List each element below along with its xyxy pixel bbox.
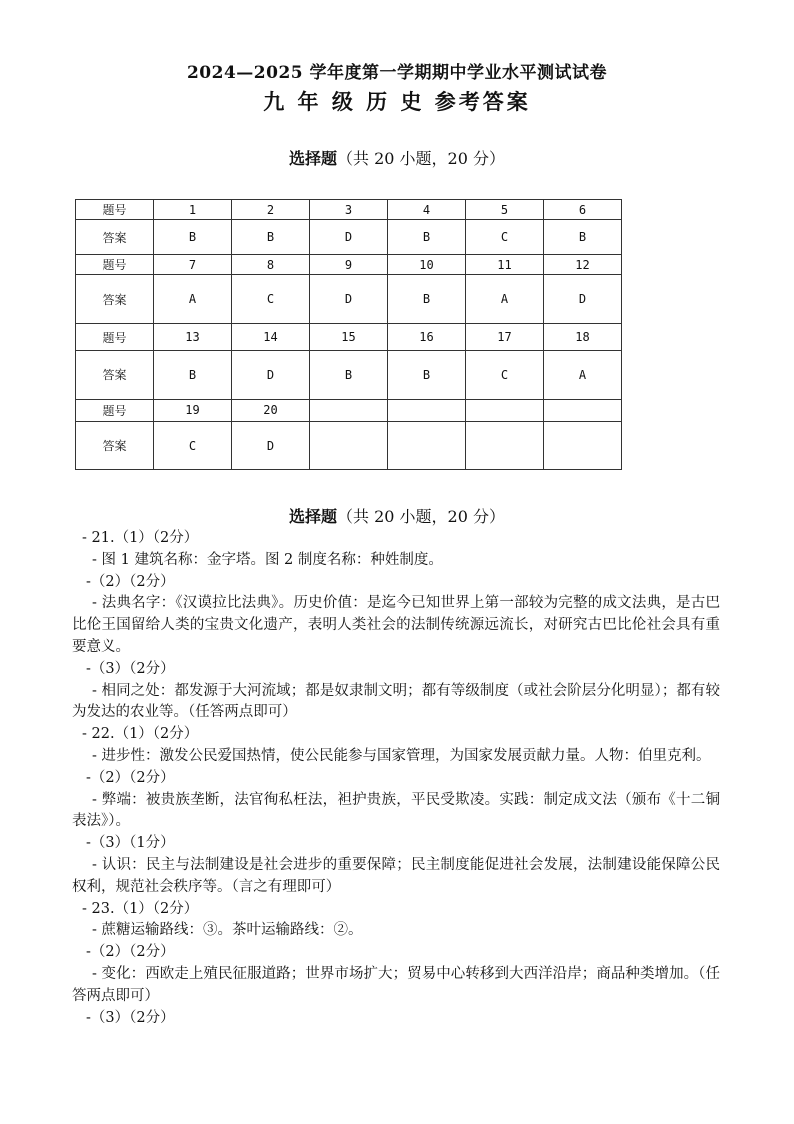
question-number-row — [76, 399, 622, 421]
answer-paragraph: - 相同之处：都发源于大河流域；都是奴隶制文明；都有等级制度（或社会阶层分化明显）；都有较为发达的农业等。（任答两点即可） — [72, 682, 720, 721]
answer-cell — [388, 422, 466, 470]
section-heading-note: （共 20 小题，20 分） — [337, 149, 505, 168]
answer-paragraph: - 法典名字：《汉谟拉比法典》。历史价值：是迄今已知世界上第一部较为完整的成文法典，是古巴比伦王国留给人类的宝贵文化遗产，表明人类社会的法制传统源远流长，对研究古巴比伦社会具有重要意义。 — [72, 595, 720, 655]
question-header: - 22.（1）（2分） — [82, 726, 199, 743]
subquestion-header: -（3）（2分） — [86, 660, 175, 677]
question-header: - 21.（1）（2分） — [82, 530, 199, 546]
answer-cell: C — [154, 422, 232, 470]
answer-line: - 蔗糖运输路线：③。茶叶运输路线：②。 — [92, 922, 363, 939]
question-number-cell: 7 — [154, 255, 232, 275]
question-number-row — [76, 200, 622, 220]
section-heading-choice — [0, 146, 794, 169]
answer-line: - 图 1 建筑名称：金字塔。图 2 制度名称：种姓制度。 — [92, 551, 443, 568]
question-number-cell: 16 — [388, 324, 466, 350]
section-heading-essay — [0, 504, 794, 527]
subquestion-header: -（3）（2分） — [86, 1009, 175, 1026]
question-number-cell: 15 — [310, 324, 388, 350]
answer-paragraph: - 弊端：被贵族垄断，法官徇私枉法，袒护贵族，平民受欺凌。实践：制定成文法（颁布《十二铜表法》）。 — [72, 791, 720, 830]
question-number-cell: 18 — [544, 324, 622, 350]
answer-cell: C — [232, 275, 310, 324]
answer-cell — [544, 422, 622, 470]
question-number-cell: 9 — [310, 255, 388, 275]
answer-paragraph: - 认识：民主与法制建设是社会进步的重要保障；民主制度能促进社会发展，法制建设能保障公民权利，规范社会秩序等。（言之有理即可） — [72, 856, 720, 895]
answer-cell: B — [388, 350, 466, 399]
section-heading-bold: 选择题 — [289, 149, 338, 168]
answer-cell: B — [154, 350, 232, 399]
question-number-cell: 14 — [232, 324, 310, 350]
row-label-number: 题号 — [76, 255, 154, 275]
row-label-answer: 答案 — [76, 275, 154, 324]
subquestion-header: -（2）（2分） — [86, 769, 175, 786]
question-number-cell: 2 — [232, 200, 310, 220]
question-number-cell — [466, 399, 544, 421]
row-label-number: 题号 — [76, 399, 154, 421]
question-number-cell: 13 — [154, 324, 232, 350]
question-number-cell — [310, 399, 388, 421]
answer-cell: B — [388, 275, 466, 324]
question-number-cell: 19 — [154, 399, 232, 421]
answer-cell: D — [232, 422, 310, 470]
question-number-cell: 8 — [232, 255, 310, 275]
subquestion-header: -（2）（2分） — [86, 944, 175, 961]
subquestion-header: -（2）（2分） — [86, 573, 175, 590]
answer-row — [76, 275, 622, 324]
subject-title: 九 年 级 历 史 参考答案 — [263, 89, 531, 114]
answer-cell: D — [310, 220, 388, 255]
question-number-row — [76, 324, 622, 350]
answer-cell: D — [544, 275, 622, 324]
answer-paragraph: - 变化：西欧走上殖民征服道路；世界市场扩大；贸易中心转移到大西洋沿岸；商品种类增加。（任答两点即可） — [72, 965, 720, 1004]
section-heading-note: （共 20 小题，20 分） — [337, 507, 505, 526]
answer-paragraph: - 进步性：激发公民爱国热情，使公民能参与国家管理，为国家发展贡献力量。人物：伯里克利。 — [92, 747, 711, 764]
answer-cell: B — [388, 220, 466, 255]
question-number-cell: 5 — [466, 200, 544, 220]
question-header: - 23.（1）（2分） — [82, 900, 199, 917]
question-number-cell: 1 — [154, 200, 232, 220]
answer-table — [75, 199, 622, 470]
row-label-number: 题号 — [76, 324, 154, 350]
answer-body — [72, 528, 720, 1029]
answer-cell: B — [232, 220, 310, 255]
answer-cell: D — [232, 350, 310, 399]
row-label-answer: 答案 — [76, 350, 154, 399]
subquestion-header: -（3）（1分） — [86, 835, 175, 852]
answer-row — [76, 220, 622, 255]
answer-row — [76, 422, 622, 470]
exam-title: 2024—2025 学年度第一学期期中学业水平测试试卷 — [186, 63, 608, 83]
question-number-cell — [388, 399, 466, 421]
question-number-row — [76, 255, 622, 275]
question-number-cell: 4 — [388, 200, 466, 220]
answer-cell: B — [310, 350, 388, 399]
question-number-cell: 3 — [310, 200, 388, 220]
question-number-cell: 17 — [466, 324, 544, 350]
answer-cell: C — [466, 350, 544, 399]
row-label-answer: 答案 — [76, 422, 154, 470]
question-number-cell: 20 — [232, 399, 310, 421]
question-number-cell: 11 — [466, 255, 544, 275]
row-label-answer: 答案 — [76, 220, 154, 255]
answer-cell: B — [544, 220, 622, 255]
answer-row — [76, 350, 622, 399]
answer-cell: C — [466, 220, 544, 255]
question-number-cell: 6 — [544, 200, 622, 220]
answer-cell: B — [154, 220, 232, 255]
answer-cell — [466, 422, 544, 470]
answer-cell: A — [466, 275, 544, 324]
question-number-cell: 10 — [388, 255, 466, 275]
question-number-cell — [544, 399, 622, 421]
row-label-number: 题号 — [76, 200, 154, 220]
answer-cell — [310, 422, 388, 470]
section-heading-bold: 选择题 — [289, 507, 338, 526]
answer-cell: A — [544, 350, 622, 399]
answer-cell: D — [310, 275, 388, 324]
answer-cell: A — [154, 275, 232, 324]
question-number-cell: 12 — [544, 255, 622, 275]
